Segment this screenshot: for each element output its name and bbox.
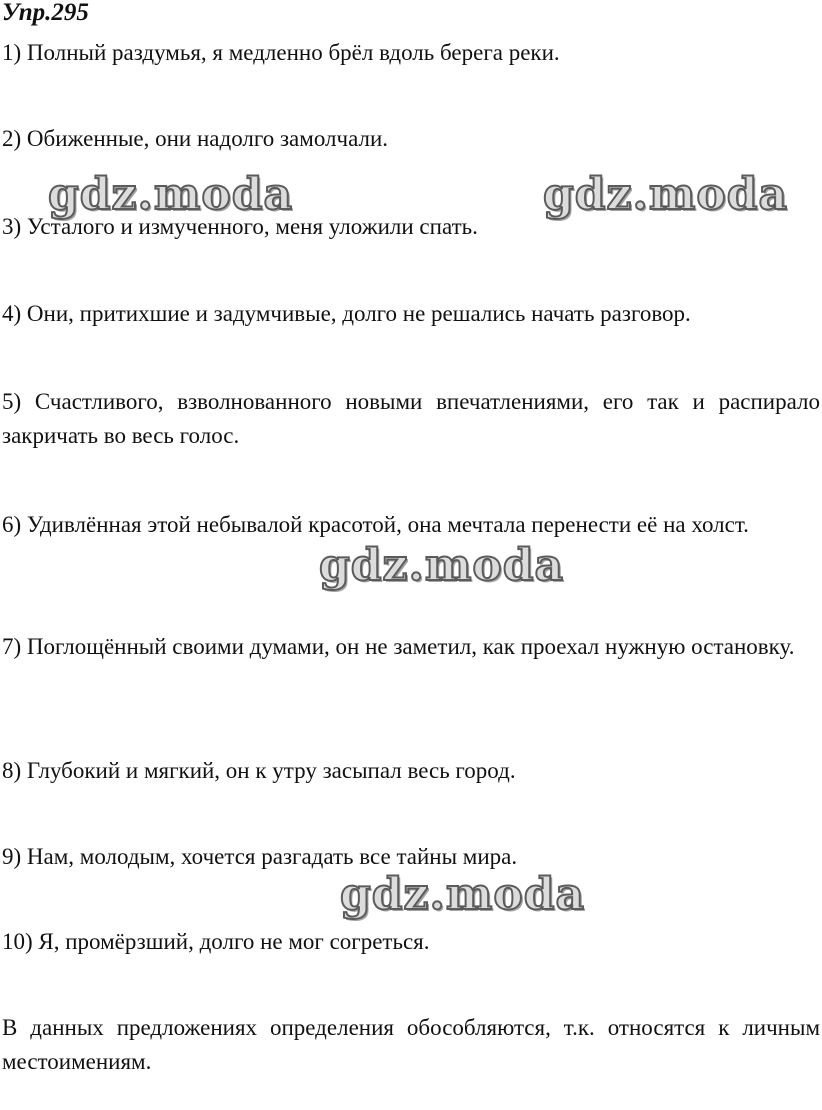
- sentence-1: 1) Полный раздумья, я медленно брёл вдоль берега реки.: [2, 40, 560, 65]
- sentence-2: 2) Обиженные, они надолго замолчали.: [2, 126, 389, 151]
- sentence-3: 3) Усталого и измученного, меня уложили спать.: [2, 214, 478, 239]
- watermark-logo: gdz.moda: [543, 169, 789, 220]
- sentence-7: 7) Поглощённый своими думами, он не заметил, как проехал нужную остановку.: [2, 634, 795, 659]
- sentence-6: 6) Удивлённая этой небывалой красотой, она мечтала перенести её на холст.: [2, 512, 749, 537]
- sentence-5: 5) Счастливого, взволнованного новыми впечатлениями, его так и распирало закричать во весь голос.: [2, 389, 820, 448]
- watermark-logo: gdz.moda: [319, 540, 565, 591]
- sentence-8: 8) Глубокий и мягкий, он к утру засыпал весь город.: [2, 758, 516, 783]
- exercise-title: Упр.295: [2, 0, 89, 26]
- watermark-logo: gdz.moda: [340, 869, 586, 920]
- sentence-10: 10) Я, промёрзший, долго не мог согреться.: [2, 929, 430, 954]
- conclusion-text: В данных предложениях определения обособляются, т.к. относятся к личным местоимениям.: [2, 1015, 820, 1074]
- sentence-4: 4) Они, притихшие и задумчивые, долго не решались начать разговор.: [2, 301, 691, 326]
- sentence-9: 9) Нам, молодым, хочется разгадать все тайны мира.: [2, 844, 518, 869]
- watermark-logo: gdz.moda: [48, 169, 294, 220]
